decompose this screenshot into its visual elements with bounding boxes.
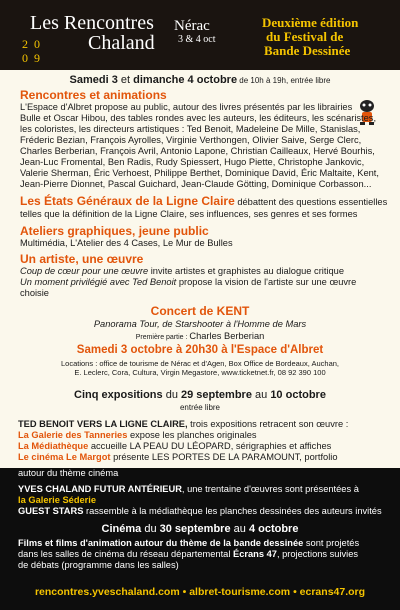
link-yveschaland[interactable]: rencontres.yveschaland.com (34, 586, 180, 598)
cinema-heading-d: au (230, 523, 249, 535)
etats-tail: débattent des questions essentielles (234, 197, 388, 207)
row3-bold: LES PORTES DE LA PARAMOUNT (151, 452, 300, 462)
rencontres-line: Fréderic Bezian, François Ayrolles, Virginie Verthongen, Olivier Saive, Serge Clerc, (20, 135, 362, 145)
concert-date: Samedi 3 octobre à 20h30 à l'Espace d'Albret (76, 344, 324, 356)
expo-row1 (18, 430, 257, 440)
artiste-line2 (20, 277, 356, 287)
festival-title-line1: Les Rencontres (30, 12, 154, 34)
artiste-line3: choisie (20, 288, 49, 298)
guest-title: GUEST STARS (18, 506, 84, 516)
artiste-line2-italic: Un moment privilégié avec Ted Benoit (20, 277, 177, 287)
rencontres-line: Bulle et Oscar Hibou, des tables rondes avec les auteurs, les éditeurs, les scénaristes, (20, 113, 377, 123)
ateliers-line: Multimédia, L'Atelier des 4 Cases, Le Mur de Bulles (20, 238, 233, 248)
cinema-line2 (18, 549, 358, 559)
rencontres-line: Jean-Luc Fromental, Ben Radis, Rudy Spiessert, Hugo Piette, Christophe Jankovic, (20, 157, 365, 167)
date-hours: de 10h à 19h, entrée libre (237, 76, 331, 85)
row3-rest: , portfolio (299, 452, 338, 462)
venue-galerie-sederie: la Galerie Séderie (18, 495, 97, 505)
edition-line2: du Festival de (266, 29, 344, 44)
first-part-label: Première partie : (135, 334, 190, 341)
link-albret-tourisme[interactable]: albret-tourisme.com (189, 586, 291, 598)
venue-cinema-margot: Le cinéma Le Margot (18, 452, 111, 462)
cinema-heading-a: Cinéma (101, 523, 142, 535)
rencontres-line: L'Espace d'Albret propose au public, autour des livres présentés par les librairies (20, 102, 353, 112)
rencontres-line: Jean-Pierre Dionnet, Pascal Guichard, Jean-Claude Götting, Dominique Corbasson... (20, 179, 372, 189)
expo-row3-line2: autour du thème cinéma (18, 468, 119, 478)
ted-title: TED BENOIT VERS LA LIGNE CLAIRE, (18, 419, 188, 429)
date-saturday: Samedi 3 (69, 74, 118, 86)
ateliers-heading: Ateliers graphiques, jeune public (20, 224, 209, 238)
program-section (0, 70, 400, 468)
rencontres-line: Valerie Sherman, Éric Verhoest, Philippe Berthet, Dominique David, Éric Maltaite, Kent, (20, 168, 379, 178)
cinema-heading-c: 30 septembre (159, 523, 231, 535)
first-part-name: Charles Berberian (189, 331, 265, 341)
cinema-heading (0, 523, 400, 536)
row2-rest: , sérigraphies et affiches (230, 441, 332, 451)
event-dates (0, 74, 400, 87)
year-bottom: 09 (22, 51, 46, 65)
concert-first-part (0, 331, 400, 343)
venue-mediatheque: La Médiathèque (18, 441, 89, 451)
guest-line (18, 506, 382, 516)
date-connector: et (117, 74, 134, 86)
concert-heading: Concert de KENT (150, 304, 250, 318)
yves-title: YVES CHALAND FUTUR ANTÉRIEUR (18, 484, 182, 494)
concert-locations-2: E. Leclerc, Cora, Cultura, Virgin Megastore, www.ticketnet.fr, 08 92 390 100 (74, 368, 326, 377)
row2-mid: accueille (88, 441, 130, 451)
link-ecrans47[interactable]: ecrans47.org (299, 586, 366, 598)
rencontres-heading: Rencontres et animations (20, 88, 167, 102)
rencontres-line: les coloristes, les directeurs artistiques : Ted Benoit, Madeleine De Mille, Stanislas, (20, 124, 361, 134)
town-name: Nérac (174, 18, 210, 34)
cinema-line1 (18, 538, 359, 548)
cinema-heading-e: 4 octobre (248, 523, 299, 535)
header-banner (0, 0, 400, 70)
artiste-line1 (20, 266, 344, 276)
cinema-line2-rest: , projections suivies (276, 549, 359, 559)
cinema-line2-a: dans les salles de cinéma du réseau départemental (18, 549, 233, 559)
rencontres-line: Charles Berberian, François Avril, Antonio Lapone, Christian Cailleaux, Hervé Bourhis, (20, 146, 375, 156)
yves-rest: , une trentaine d'œuvres sont présentées à (181, 484, 359, 494)
festival-dates: 3 & 4 oct (178, 34, 216, 45)
footer-links (0, 586, 400, 598)
cinema-line1-bold: Films et films d'animation autour du thème de la bande dessinée (18, 538, 304, 548)
expos-heading-d: au (251, 389, 271, 401)
artiste-heading: Un artiste, une œuvre (20, 252, 144, 266)
artiste-line1-rest: invite artistes et graphistes au dialogue critique (148, 266, 345, 276)
yves-line (18, 484, 359, 494)
cinema-heading-b: du (141, 523, 160, 535)
etats-heading: Les États Généraux de la Ligne Claire (20, 194, 235, 208)
etats-line2: telles que la définition de la Ligne Claire, ses influences, ses genres et ses formes (20, 209, 358, 219)
row3-mid: présente (110, 452, 152, 462)
edition-line1: Deuxième édition (262, 15, 359, 30)
cinema-line1-rest: sont projetés (303, 538, 360, 548)
expos-heading-e: 10 octobre (270, 389, 326, 401)
cinema-line3: de débats (programme dans les salles) (18, 560, 179, 570)
year-top: 20 (22, 37, 46, 51)
ted-line (18, 419, 348, 429)
concert-tour: Panorama Tour, de Starshooter à l'Homme de Mars (93, 319, 307, 329)
etats-line1 (20, 194, 387, 208)
guest-rest: rassemble à la médiathèque les planches dessinées des auteurs invités (83, 506, 382, 516)
ted-rest: trois expositions retracent son œuvre : (187, 419, 349, 429)
date-sunday: dimanche 4 octobre (133, 74, 238, 86)
festival-title-line2: Chaland (88, 32, 155, 54)
footer-separator: • (179, 586, 190, 598)
expo-row2 (18, 441, 331, 451)
artiste-line2-rest: propose la vision de l'artiste sur une œuvre (176, 277, 357, 287)
edition-line3: Bande Dessinée (264, 43, 351, 58)
row2-bold: LA PEAU DU LÉOPARD (129, 441, 231, 451)
expo-row3 (18, 452, 338, 462)
row1-rest: expose les planches originales (127, 430, 257, 440)
expos-heading-a: Cinq expositions (74, 389, 163, 401)
expos-free: entrée libre (179, 403, 221, 412)
expos-heading-b: du (162, 389, 182, 401)
venue-galerie-tanneries: La Galerie des Tanneries (18, 430, 128, 440)
artiste-line1-italic: Coup de cœur pour une œuvre (20, 266, 149, 276)
footer-separator: • (290, 586, 300, 598)
expos-heading-c: 29 septembre (181, 389, 252, 401)
concert-locations-1: Locations : office de tourisme de Nérac et d'Agen, Box Office de Bordeaux, Auchan, (61, 359, 339, 368)
cinema-line2-bold: Écrans 47 (233, 549, 277, 559)
expos-heading (0, 389, 400, 402)
